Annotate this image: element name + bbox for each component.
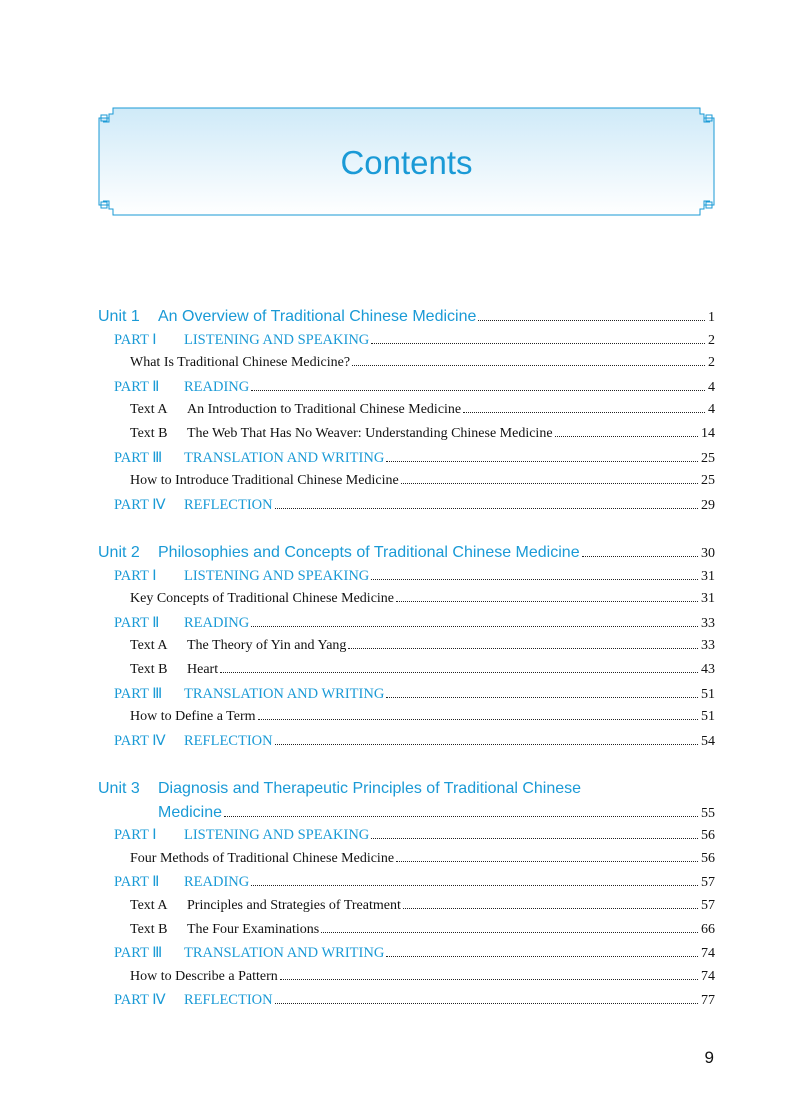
dot-leader — [251, 389, 705, 391]
unit-heading[interactable] — [98, 308, 715, 326]
section-entry[interactable] — [130, 473, 715, 489]
dot-leader — [555, 435, 698, 437]
section-entry[interactable] — [130, 426, 715, 442]
section-entry-title: Four Methods of Traditional Chinese Medicine — [130, 850, 395, 866]
part-entry-title: READING — [184, 378, 250, 395]
section-entry[interactable] — [130, 355, 715, 371]
part-entry[interactable] — [114, 686, 715, 703]
dot-leader — [386, 955, 698, 957]
unit-heading-title: Medicine — [158, 803, 223, 821]
section-entry-page: 4 — [708, 402, 715, 418]
section-entry-label: Text B — [130, 921, 168, 937]
part-entry-page: 25 — [701, 450, 715, 466]
dot-leader — [478, 319, 705, 321]
part-entry[interactable] — [114, 945, 715, 962]
part-entry-title: READING — [184, 874, 250, 891]
section-entry-title: How to Introduce Traditional Chinese Medicine — [130, 473, 399, 489]
unit-label: Unit 3 — [98, 780, 140, 797]
unit-heading[interactable] — [98, 804, 715, 822]
unit-heading-page: 30 — [701, 546, 715, 561]
section-entry-title: What Is Traditional Chinese Medicine? — [130, 355, 351, 371]
dot-leader — [220, 671, 698, 673]
contents-title-frame — [97, 106, 716, 217]
dot-leader — [463, 411, 705, 413]
part-entry-page: 29 — [701, 497, 715, 513]
section-entry-label: Text B — [130, 662, 168, 677]
section-entry-page: 66 — [701, 921, 715, 937]
dot-leader — [403, 907, 698, 909]
section-entry-title: Key Concepts of Traditional Chinese Medicine — [130, 591, 395, 607]
part-entry-title: READING — [184, 614, 250, 631]
section-entry[interactable] — [130, 898, 715, 914]
dot-leader — [371, 342, 705, 344]
unit-title: Diagnosis and Therapeutic Principles of Traditional Chinese — [158, 780, 582, 797]
section-entry-page: 51 — [701, 709, 715, 725]
unit-heading-label: Unit 2 — [98, 544, 140, 561]
part-entry[interactable] — [114, 615, 715, 632]
unit-heading[interactable] — [98, 544, 715, 562]
section-entry-title: The Web That Has No Weaver: Understanding Chinese Medicine — [187, 426, 553, 441]
part-entry-title: LISTENING AND SPEAKING — [184, 827, 370, 844]
part-entry[interactable] — [114, 874, 715, 891]
part-entry-page: 4 — [708, 379, 715, 395]
dot-leader — [275, 1002, 698, 1004]
section-entry-page: 57 — [701, 898, 715, 913]
dot-leader — [371, 837, 698, 839]
part-entry-label: PART Ⅳ — [114, 992, 166, 1009]
section-entry-title: How to Define a Term — [130, 709, 256, 725]
section-entry-title: An Introduction to Traditional Chinese Medicine — [187, 402, 462, 418]
part-entry[interactable] — [114, 733, 715, 750]
page-title: Contents — [340, 144, 473, 181]
part-entry-title: TRANSLATION AND WRITING — [184, 449, 385, 466]
dot-leader — [386, 460, 698, 462]
unit-heading-page: 55 — [701, 805, 715, 821]
part-entry[interactable] — [114, 332, 715, 349]
part-entry-label: PART Ⅳ — [114, 496, 166, 513]
dot-leader — [352, 364, 705, 366]
dot-leader — [251, 625, 698, 627]
section-entry[interactable] — [130, 402, 715, 418]
dot-leader — [371, 578, 698, 580]
dot-leader — [348, 647, 698, 649]
part-entry[interactable] — [114, 827, 715, 844]
section-entry-page: 43 — [701, 662, 715, 677]
part-entry-page: 74 — [701, 946, 715, 962]
unit-heading-title: An Overview of Traditional Chinese Medicine — [158, 308, 477, 325]
dot-leader — [280, 978, 698, 980]
section-entry[interactable] — [130, 709, 715, 725]
part-entry[interactable] — [114, 379, 715, 396]
part-entry-label: PART Ⅱ — [114, 614, 160, 631]
section-entry-page: 33 — [701, 638, 715, 654]
part-entry-label: PART Ⅳ — [114, 732, 166, 749]
part-entry-label: PART Ⅰ — [114, 567, 157, 584]
section-entry-page: 31 — [701, 591, 715, 607]
section-entry[interactable] — [130, 851, 715, 867]
part-entry[interactable] — [114, 450, 715, 467]
part-entry-title: LISTENING AND SPEAKING — [184, 567, 370, 584]
section-entry[interactable] — [130, 638, 715, 654]
part-entry-page: 31 — [701, 568, 715, 584]
dot-leader — [396, 860, 698, 862]
part-entry-title: LISTENING AND SPEAKING — [184, 331, 370, 348]
part-entry[interactable] — [114, 568, 715, 585]
part-entry-label: PART Ⅱ — [114, 378, 160, 395]
section-entry-page: 74 — [701, 968, 715, 984]
part-entry-label: PART Ⅲ — [114, 449, 163, 466]
section-entry-page: 2 — [708, 355, 715, 371]
part-entry-label: PART Ⅰ — [114, 331, 157, 348]
part-entry[interactable] — [114, 992, 715, 1009]
part-entry-title: REFLECTION — [184, 992, 273, 1009]
part-entry-label: PART Ⅲ — [114, 945, 163, 962]
part-entry-label: PART Ⅰ — [114, 827, 157, 844]
part-entry-title: REFLECTION — [184, 732, 273, 749]
section-entry[interactable] — [130, 591, 715, 607]
part-entry-title: REFLECTION — [184, 496, 273, 513]
part-entry-page: 57 — [701, 875, 715, 891]
section-entry-label: Text A — [130, 638, 168, 654]
section-entry[interactable] — [130, 922, 715, 938]
part-entry-page: 2 — [708, 332, 715, 348]
part-entry-label: PART Ⅱ — [114, 874, 160, 891]
dot-leader — [275, 507, 698, 509]
section-entry-label: Text A — [130, 898, 168, 913]
section-entry-page: 14 — [701, 426, 715, 441]
dot-leader — [582, 555, 698, 557]
unit-heading-page: 1 — [708, 310, 715, 325]
section-entry[interactable] — [130, 969, 715, 985]
part-entry-page: 33 — [701, 615, 715, 631]
section-entry[interactable] — [130, 662, 715, 678]
section-entry-title: Principles and Strategies of Treatment — [187, 898, 401, 913]
unit-heading-title: Philosophies and Concepts of Traditional Chinese Medicine — [158, 544, 580, 561]
part-entry-title: TRANSLATION AND WRITING — [184, 685, 385, 702]
dot-leader — [396, 600, 698, 602]
dot-leader — [224, 815, 698, 817]
dot-leader — [275, 743, 698, 745]
section-entry-page: 56 — [701, 850, 715, 866]
dot-leader — [258, 718, 698, 720]
section-entry-title: How to Describe a Pattern — [130, 968, 278, 984]
part-entry[interactable] — [114, 497, 715, 514]
section-entry-label: Text A — [130, 402, 168, 418]
part-entry-title: TRANSLATION AND WRITING — [184, 945, 385, 962]
dot-leader — [386, 696, 698, 698]
part-entry-page: 77 — [701, 993, 715, 1009]
part-entry-page: 54 — [701, 733, 715, 749]
section-entry-label: Text B — [130, 426, 168, 441]
dot-leader — [401, 482, 698, 484]
unit-heading-label: Unit 1 — [98, 308, 140, 325]
part-entry-label: PART Ⅲ — [114, 685, 163, 702]
part-entry-page: 56 — [701, 828, 715, 844]
section-entry-title: The Theory of Yin and Yang — [187, 638, 347, 654]
dot-leader — [251, 884, 698, 886]
section-entry-page: 25 — [701, 473, 715, 489]
dot-leader — [321, 931, 698, 933]
part-entry-page: 51 — [701, 686, 715, 702]
unit-heading-line[interactable] — [98, 780, 581, 798]
section-entry-title: The Four Examinations — [187, 921, 320, 937]
section-entry-title: Heart — [187, 662, 219, 677]
page-number: 9 — [704, 1048, 714, 1067]
